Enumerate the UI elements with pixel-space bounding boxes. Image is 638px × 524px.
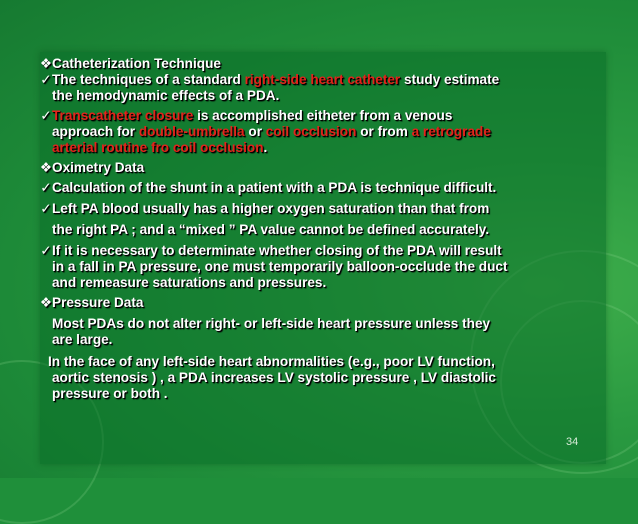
left-side-abnormality-paragraph-cont2: pressure or both . <box>52 386 168 401</box>
transcatheter-closure-item: ✓ Transcatheter closure is accomplished eitheter from a venous <box>40 108 453 123</box>
balloon-occlusion-item-cont: in a fall in PA pressure, one must temporarily balloon-occlude the duct <box>52 259 508 274</box>
page-number: 34 <box>566 436 579 448</box>
catheterization-heading: ❖ Catheterization Technique <box>39 56 221 71</box>
checkmark-bullet-icon: ✓ <box>40 108 52 123</box>
left-side-abnormality-paragraph: In the face of any left-side heart abnormalities (e.g., poor LV function, <box>48 354 495 369</box>
transcatheter-closure-item-cont2: arterial routine fro coil occlusion. <box>52 140 268 155</box>
balloon-occlusion-item-cont2: and remeasure saturations and pressures. <box>52 275 327 290</box>
pressure-unchanged-paragraph: Most PDAs do not alter right- or left-side heart pressure unless they <box>52 316 491 331</box>
checkmark-bullet-icon: ✓ <box>40 243 52 258</box>
catheter-study-item: ✓ The techniques of a standard right-side heart catheter study estimate <box>40 72 500 87</box>
checkmark-bullet-icon: ✓ <box>40 72 52 87</box>
left-pa-saturation-item-cont: the right PA ; and a “mixed ” PA value cannot be defined accurately. <box>52 222 490 237</box>
diamond-bullet-icon: ❖ <box>39 160 53 175</box>
transcatheter-closure-item-cont: approach for double-umbrella or coil occlusion or from a retrograde <box>52 124 491 139</box>
catheter-study-item-cont: the hemodynamic effects of a PDA. <box>52 88 280 103</box>
oximetry-heading: ❖ Oximetry Data <box>39 160 145 175</box>
checkmark-bullet-icon: ✓ <box>40 201 52 216</box>
balloon-occlusion-item: ✓ If it is necessary to determinate whether closing of the PDA will result <box>40 243 502 258</box>
left-side-abnormality-paragraph-cont: aortic stenosis ) , a PDA increases LV systolic pressure , LV diastolic <box>52 370 496 385</box>
shunt-calculation-item: ✓ Calculation of the shunt in a patient with a PDA is technique difficult. <box>40 180 497 195</box>
diamond-bullet-icon: ❖ <box>39 56 53 71</box>
pressure-unchanged-paragraph-cont: are large. <box>52 332 113 347</box>
slide-body <box>39 56 612 402</box>
diamond-bullet-icon: ❖ <box>39 295 53 310</box>
left-pa-saturation-item: ✓ Left PA blood usually has a higher oxygen saturation than that from <box>40 201 490 216</box>
pressure-heading: ❖ Pressure Data <box>39 295 144 310</box>
checkmark-bullet-icon: ✓ <box>40 180 52 195</box>
